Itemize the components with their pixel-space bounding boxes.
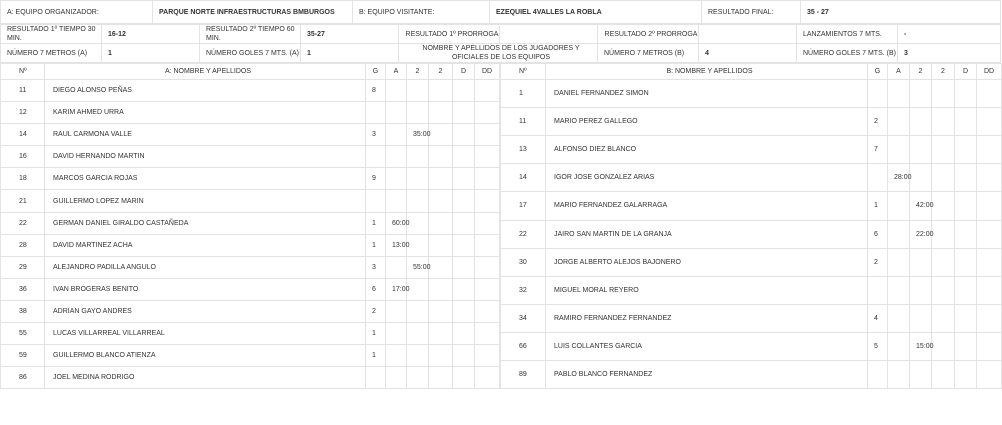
team-a-suspension-2	[429, 190, 453, 212]
team-b-suspension-1	[910, 248, 932, 276]
visitor-value: EZEQUIEL 4VALLES LA ROBLA	[490, 1, 702, 24]
team-b-disqualification-report	[977, 136, 1002, 164]
team-a-player-number: 28	[1, 234, 45, 256]
team-a-player-number: 29	[1, 256, 45, 278]
team-b-player-name: JAIRO SAN MARTIN DE LA GRANJA	[546, 220, 868, 248]
team-a-player-number: 11	[1, 80, 45, 102]
team-a-player-number: 21	[1, 190, 45, 212]
team-a-player-number: 59	[1, 345, 45, 367]
team-b-warning-time	[888, 276, 910, 304]
team-b-disqualification	[955, 108, 977, 136]
team-b-suspension-2	[932, 304, 955, 332]
team-a-disqualification-report	[475, 146, 500, 168]
team-a-header-col-3: A	[386, 64, 407, 80]
team-b-disqualification-report	[977, 361, 1002, 389]
team-a-disqualification	[453, 102, 475, 124]
team-a-goals	[366, 190, 386, 212]
team-a-player-number: 22	[1, 212, 45, 234]
team-b-player-number: 1	[501, 80, 546, 108]
team-a-warning-time	[386, 256, 407, 278]
team-a-player-row	[1, 146, 500, 168]
team-a-warning-time	[386, 80, 407, 102]
goals7a-label: NÚMERO GOLES 7 MTS. (A)	[200, 44, 301, 63]
team-a-suspension-1	[407, 323, 429, 345]
team-a-goals: 1	[366, 234, 386, 256]
team-a-disqualification-report	[475, 367, 500, 389]
team-a-player-name: LUCAS VILLARREAL VILLARREAL	[45, 323, 366, 345]
num7a-value: 1	[102, 44, 200, 63]
team-b-goals	[868, 164, 888, 192]
team-a-suspension-1	[407, 300, 429, 322]
team-a-suspension-2	[429, 300, 453, 322]
team-b-goals: 4	[868, 304, 888, 332]
team-a-disqualification-report	[475, 190, 500, 212]
team-a-player-number: 55	[1, 323, 45, 345]
team-a-suspension-1	[407, 146, 429, 168]
team-a-disqualification	[453, 212, 475, 234]
team-a-warning-time	[386, 102, 407, 124]
team-b-player-row	[501, 220, 1002, 248]
players-section	[0, 63, 1000, 389]
team-b-goals: 5	[868, 332, 888, 360]
team-a-suspension-1	[407, 367, 429, 389]
team-a-disqualification	[453, 345, 475, 367]
team-b-disqualification	[955, 80, 977, 108]
num7b-label: NÚMERO 7 METROS (B)	[598, 44, 699, 63]
final-score-value: 35 - 27	[801, 1, 1001, 24]
team-b-goals	[868, 80, 888, 108]
team-b-disqualification-report	[977, 164, 1002, 192]
team-a-header-col-6: D	[453, 64, 475, 80]
team-b-disqualification	[955, 276, 977, 304]
team-a-goals: 2	[366, 300, 386, 322]
team-b-disqualification-report	[977, 276, 1002, 304]
team-a-goals	[366, 146, 386, 168]
team-b-disqualification-report	[977, 248, 1002, 276]
team-b-player-name: MARIO FERNANDEZ GALARRAGA	[546, 192, 868, 220]
goals7a-value: 1	[301, 44, 399, 63]
team-b-header-col-6: D	[955, 64, 977, 80]
team-b-warning-time	[888, 248, 910, 276]
ot1-label: RESULTADO 1º PRORROGA	[399, 25, 500, 44]
team-a-disqualification	[453, 256, 475, 278]
team-a-player-number: 12	[1, 102, 45, 124]
team-a-player-row	[1, 190, 500, 212]
team-a-goals: 1	[366, 345, 386, 367]
team-b-warning-time	[888, 108, 910, 136]
team-b-suspension-2	[932, 220, 955, 248]
team-b-table	[500, 63, 1002, 389]
team-a-suspension-1	[407, 102, 429, 124]
team-a-player-row	[1, 300, 500, 322]
team-a-player-name: MARCOS GARCIA ROJAS	[45, 168, 366, 190]
team-a-suspension-1	[407, 345, 429, 367]
team-a-warning-time	[386, 323, 407, 345]
team-a-suspension-1	[407, 80, 429, 102]
team-b-player-number: 66	[501, 332, 546, 360]
team-a-suspension-1: 55:00	[407, 256, 429, 278]
team-a-suspension-2	[429, 345, 453, 367]
team-a-disqualification-report	[475, 256, 500, 278]
team-a-header-col-2: G	[366, 64, 386, 80]
team-a-suspension-2	[429, 146, 453, 168]
team-b-player-number: 32	[501, 276, 546, 304]
team-a-header-col-7: DD	[475, 64, 500, 80]
team-b-player-row	[501, 248, 1002, 276]
team-a-suspension-2	[429, 278, 453, 300]
team-a-disqualification	[453, 300, 475, 322]
team-a-disqualification	[453, 146, 475, 168]
team-b-header-col-2: G	[868, 64, 888, 80]
team-a-suspension-2	[429, 234, 453, 256]
half1-value: 16-12	[102, 25, 200, 44]
half2-value: 35-27	[301, 25, 399, 44]
team-a-player-name: KARIM AHMED URRA	[45, 102, 366, 124]
team-b-suspension-1	[910, 276, 932, 304]
team-b-player-row	[501, 361, 1002, 389]
team-b-suspension-2	[932, 164, 955, 192]
team-b-player-name: MARIO PEREZ GALLEGO	[546, 108, 868, 136]
team-b-player-name: LUIS COLLANTES GARCIA	[546, 332, 868, 360]
team-b-player-number: 17	[501, 192, 546, 220]
team-a-player-row	[1, 234, 500, 256]
team-b-player-number: 89	[501, 361, 546, 389]
team-a-player-row	[1, 345, 500, 367]
team-a-player-number: 38	[1, 300, 45, 322]
team-b-disqualification-report	[977, 192, 1002, 220]
team-a-player-name: JOEL MEDINA RODRIGO	[45, 367, 366, 389]
team-a-player-row	[1, 256, 500, 278]
team-a-player-name: ADRIAN GAYO ANDRES	[45, 300, 366, 322]
team-a-disqualification-report	[475, 124, 500, 146]
team-b-disqualification	[955, 136, 977, 164]
team-b-player-number: 22	[501, 220, 546, 248]
match-info-table	[0, 0, 1001, 24]
team-a-player-row	[1, 124, 500, 146]
team-a-header-col-1: A: NOMBRE Y APELLIDOS	[45, 64, 366, 80]
team-b-suspension-2	[932, 136, 955, 164]
team-a-warning-time	[386, 190, 407, 212]
team-a-disqualification	[453, 367, 475, 389]
team-b-header-col-3: A	[888, 64, 910, 80]
team-a-player-name: GERMAN DANIEL GIRALDO CASTAÑEDA	[45, 212, 366, 234]
team-b-player-number: 11	[501, 108, 546, 136]
team-a-player-name: RAUL CARMONA VALLE	[45, 124, 366, 146]
team-b-warning-time	[888, 220, 910, 248]
team-a-disqualification	[453, 323, 475, 345]
team-a-player-row	[1, 367, 500, 389]
team-b-warning-time	[888, 361, 910, 389]
team-a-warning-time: 17:00	[386, 278, 407, 300]
team-b-suspension-2	[932, 108, 955, 136]
team-a-suspension-2	[429, 323, 453, 345]
organizer-label: A: EQUIPO ORGANIZADOR:	[1, 1, 153, 24]
team-a-goals	[366, 367, 386, 389]
team-a-disqualification	[453, 190, 475, 212]
team-a-suspension-2	[429, 168, 453, 190]
team-a-disqualification-report	[475, 234, 500, 256]
team-a-player-name: GUILLERMO BLANCO ATIENZA	[45, 345, 366, 367]
shots7-label: LANZAMIENTOS 7 MTS.	[797, 25, 898, 44]
team-b-player-row	[501, 164, 1002, 192]
team-b-disqualification-report	[977, 304, 1002, 332]
team-b-suspension-1	[910, 136, 932, 164]
team-a-player-row	[1, 80, 500, 102]
team-a-player-name: DIEGO ALONSO PEÑAS	[45, 80, 366, 102]
team-a-warning-time	[386, 367, 407, 389]
team-b-header-col-0: Nº	[501, 64, 546, 80]
team-b-suspension-2	[932, 192, 955, 220]
team-a-player-row	[1, 168, 500, 190]
half2-label: RESULTADO 2º TIEMPO 60 MIN.	[200, 25, 301, 44]
team-a-warning-time: 60:00	[386, 212, 407, 234]
team-a-player-number: 36	[1, 278, 45, 300]
team-a-player-name: DAVID HERNANDO MARTIN	[45, 146, 366, 168]
team-b-player-name: MIGUEL MORAL REYERO	[546, 276, 868, 304]
team-a-player-name: DAVID MARTINEZ ACHA	[45, 234, 366, 256]
team-a-player-row	[1, 212, 500, 234]
team-a-disqualification-report	[475, 102, 500, 124]
team-a-table	[0, 63, 500, 389]
team-a-disqualification-report	[475, 168, 500, 190]
team-b-disqualification	[955, 332, 977, 360]
team-a-disqualification-report	[475, 212, 500, 234]
team-b-player-row	[501, 108, 1002, 136]
team-b-suspension-1: 22:00	[910, 220, 932, 248]
team-a-player-name: ALEJANDRO PADILLA ANGULO	[45, 256, 366, 278]
team-a-suspension-1	[407, 168, 429, 190]
team-a-warning-time	[386, 345, 407, 367]
team-b-suspension-2	[932, 248, 955, 276]
team-a-disqualification	[453, 234, 475, 256]
shots7-value: -	[898, 25, 1001, 44]
team-a-disqualification-report	[475, 278, 500, 300]
team-a-player-number: 86	[1, 367, 45, 389]
team-a-header-col-4: 2	[407, 64, 429, 80]
goals7b-value: 3	[898, 44, 1001, 63]
team-a-header-col-5: 2	[429, 64, 453, 80]
team-b-suspension-1	[910, 80, 932, 108]
team-b-player-name: RAMIRO FERNANDEZ FERNANDEZ	[546, 304, 868, 332]
team-b-warning-time: 28:00	[888, 164, 910, 192]
team-b-player-row	[501, 304, 1002, 332]
team-b-disqualification-report	[977, 332, 1002, 360]
team-b-warning-time	[888, 80, 910, 108]
team-a-player-row	[1, 323, 500, 345]
team-a-warning-time	[386, 300, 407, 322]
team-b-goals: 7	[868, 136, 888, 164]
team-b-player-name: IGOR JOSE GONZALEZ ARIAS	[546, 164, 868, 192]
goals7b-label: NÚMERO GOLES 7 MTS. (B)	[797, 44, 898, 63]
team-b-suspension-1	[910, 164, 932, 192]
final-score-label: RESULTADO FINAL:	[702, 1, 801, 24]
team-a-goals: 1	[366, 212, 386, 234]
team-b-disqualification	[955, 304, 977, 332]
visitor-label: B: EQUIPO VISITANTE:	[353, 1, 490, 24]
team-b-suspension-2	[932, 276, 955, 304]
team-b-disqualification-report	[977, 80, 1002, 108]
team-b-suspension-1	[910, 108, 932, 136]
num7b-value: 4	[699, 44, 797, 63]
team-b-suspension-2	[932, 332, 955, 360]
team-a-suspension-2	[429, 367, 453, 389]
team-b-suspension-1: 15:00	[910, 332, 932, 360]
team-b-warning-time	[888, 332, 910, 360]
team-a-disqualification-report	[475, 300, 500, 322]
half1-label: RESULTADO 1º TIEMPO 30 MIN.	[1, 25, 102, 44]
team-b-player-name: PABLO BLANCO FERNANDEZ	[546, 361, 868, 389]
team-b-player-name: JORGE ALBERTO ALEJOS BAJONERO	[546, 248, 868, 276]
team-a-warning-time	[386, 124, 407, 146]
match-results-table	[0, 24, 1001, 63]
team-b-goals	[868, 361, 888, 389]
ot2-value	[699, 25, 797, 44]
team-a-player-row	[1, 278, 500, 300]
team-a-player-name: GUILLERMO LOPEZ MARIN	[45, 190, 366, 212]
team-b-suspension-1: 42:00	[910, 192, 932, 220]
ot1-value	[500, 25, 598, 44]
team-a-disqualification-report	[475, 345, 500, 367]
team-a-header-row	[1, 64, 500, 80]
team-b-player-number: 30	[501, 248, 546, 276]
team-b-header-row	[501, 64, 1002, 80]
team-a-player-name: IVAN BROGERAS BENITO	[45, 278, 366, 300]
team-a-disqualification	[453, 80, 475, 102]
team-b-player-number: 14	[501, 164, 546, 192]
team-b-disqualification	[955, 361, 977, 389]
team-b-disqualification	[955, 164, 977, 192]
team-a-suspension-2	[429, 212, 453, 234]
team-b-header-col-4: 2	[910, 64, 932, 80]
team-a-warning-time	[386, 146, 407, 168]
team-a-suspension-2	[429, 102, 453, 124]
team-a-player-number: 18	[1, 168, 45, 190]
team-a-goals: 3	[366, 124, 386, 146]
team-a-warning-time	[386, 168, 407, 190]
team-a-suspension-2	[429, 256, 453, 278]
team-a-goals: 3	[366, 256, 386, 278]
team-b-goals: 6	[868, 220, 888, 248]
organizer-value: PARQUE NORTE INFRAESTRUCTURAS BMBURGOS	[153, 1, 353, 24]
team-b-player-number: 13	[501, 136, 546, 164]
team-a-player-row	[1, 102, 500, 124]
team-b-header-col-1: B: NOMBRE Y APELLIDOS	[546, 64, 868, 80]
team-b-goals	[868, 276, 888, 304]
team-a-goals	[366, 102, 386, 124]
team-b-disqualification-report	[977, 108, 1002, 136]
team-a-header-col-0: Nº	[1, 64, 45, 80]
team-b-player-row	[501, 192, 1002, 220]
team-b-suspension-1	[910, 304, 932, 332]
team-b-header-col-5: 2	[932, 64, 955, 80]
team-b-player-row	[501, 80, 1002, 108]
team-a-disqualification	[453, 278, 475, 300]
num7a-label: NÚMERO 7 METROS (A)	[1, 44, 102, 63]
team-b-goals: 1	[868, 192, 888, 220]
team-b-goals: 2	[868, 108, 888, 136]
team-b-player-row	[501, 136, 1002, 164]
team-a-disqualification	[453, 168, 475, 190]
names-label: NOMBRE Y APELLIDOS DE LOS JUGADORES Y OFICIALES DE LOS EQUIPOS	[399, 44, 598, 63]
team-a-disqualification	[453, 124, 475, 146]
team-a-goals: 8	[366, 80, 386, 102]
team-a-suspension-2	[429, 80, 453, 102]
team-a-goals: 6	[366, 278, 386, 300]
team-b-player-row	[501, 276, 1002, 304]
team-b-header-col-7: DD	[977, 64, 1002, 80]
team-b-disqualification	[955, 192, 977, 220]
team-a-suspension-2	[429, 124, 453, 146]
team-a-player-number: 14	[1, 124, 45, 146]
team-a-warning-time: 13:00	[386, 234, 407, 256]
team-b-suspension-1	[910, 361, 932, 389]
team-a-suspension-1: 35:00	[407, 124, 429, 146]
team-a-goals: 1	[366, 323, 386, 345]
team-b-suspension-2	[932, 80, 955, 108]
team-a-disqualification-report	[475, 323, 500, 345]
team-b-player-name: ALFONSO DIEZ BLANCO	[546, 136, 868, 164]
ot2-label: RESULTADO 2º PRORROGA	[598, 25, 699, 44]
team-b-warning-time	[888, 136, 910, 164]
team-b-suspension-2	[932, 361, 955, 389]
team-b-warning-time	[888, 304, 910, 332]
team-b-disqualification	[955, 220, 977, 248]
team-b-disqualification	[955, 248, 977, 276]
team-b-player-name: DANIEL FERNANDEZ SIMON	[546, 80, 868, 108]
team-b-disqualification-report	[977, 220, 1002, 248]
team-a-goals: 9	[366, 168, 386, 190]
team-b-player-row	[501, 332, 1002, 360]
team-b-goals: 2	[868, 248, 888, 276]
team-a-player-number: 16	[1, 146, 45, 168]
team-a-disqualification-report	[475, 80, 500, 102]
team-b-player-number: 34	[501, 304, 546, 332]
team-b-warning-time	[888, 192, 910, 220]
team-a-suspension-1	[407, 190, 429, 212]
